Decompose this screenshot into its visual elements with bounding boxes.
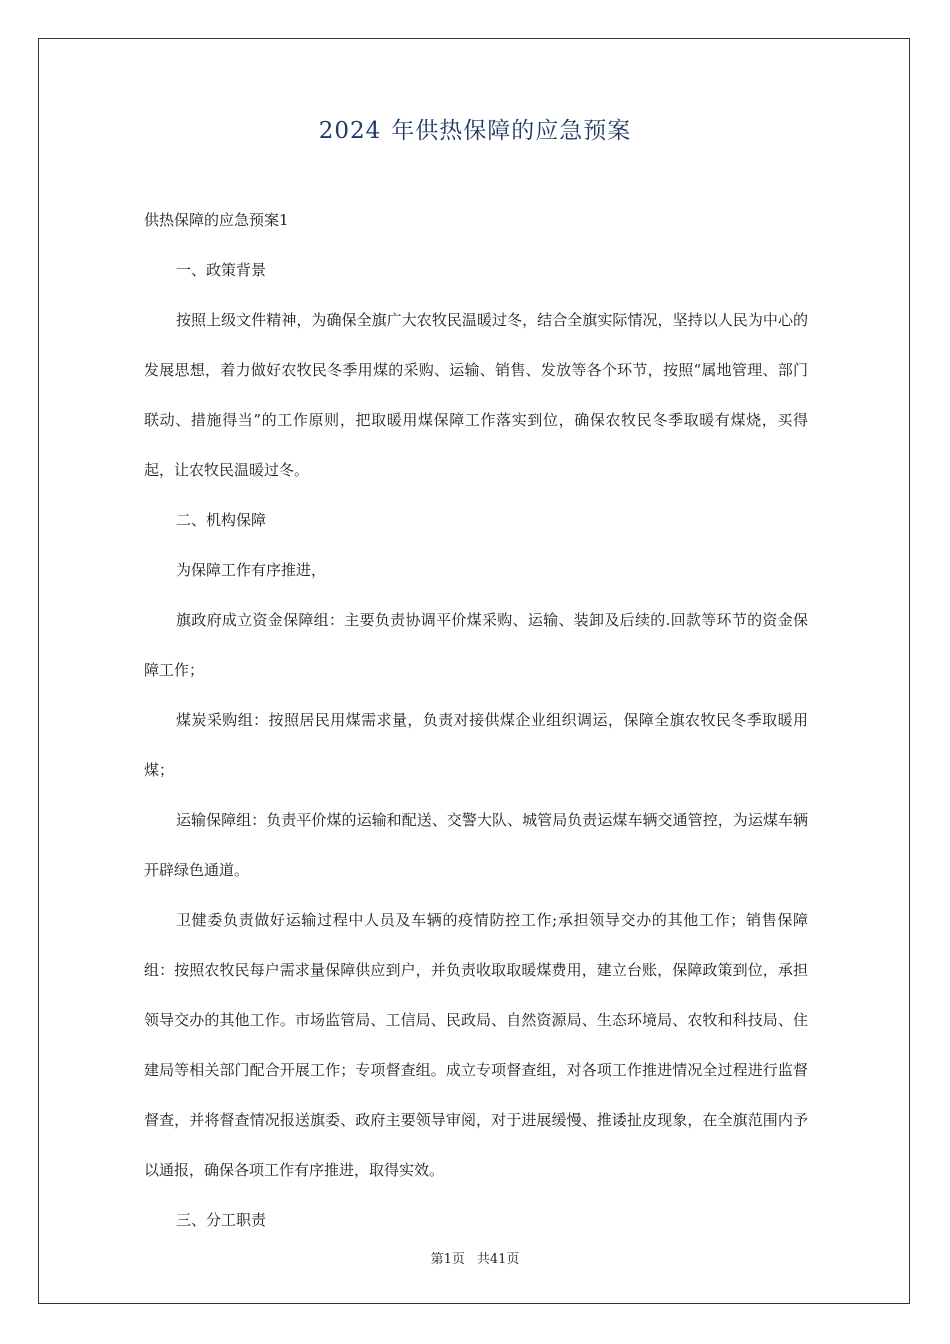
section-heading: 供热保障的应急预案1	[144, 211, 289, 229]
document-title	[0, 112, 950, 145]
body-paragraph: 煤炭采购组：按照居民用煤需求量，负责对接供煤企业组织调运，保障全旗农牧民冬季取暖用煤；	[144, 711, 808, 779]
subsection-heading: 一、政策背景	[176, 261, 267, 279]
body-paragraph: 为保障工作有序推进，	[176, 561, 327, 579]
body-paragraph: 按照上级文件精神，为确保全旗广大农牧民温暖过冬，结合全旗实际情况，坚持以人民为中心的发展思想，着力做好农牧民冬季用煤的采购、运输、销售、发放等各个环节，按照“属地管理、部门联动、措施得当”的工作原则，把取暖用煤保障工作落实到位，确保农牧民冬季取暖有煤烧，买得起，让农牧民温暖过冬。	[144, 311, 808, 479]
body-paragraph: 运输保障组：负责平价煤的运输和配送、交警大队、城管局负责运煤车辆交通管控，为运煤车辆开辟绿色通道。	[144, 811, 808, 879]
page-footer	[0, 1248, 950, 1267]
page-total: 共41页	[476, 1252, 520, 1267]
body-paragraph: 旗政府成立资金保障组：主要负责协调平价煤采购、运输、装卸及后续的.回款等环节的资金保障工作；	[144, 611, 808, 679]
subsection-heading: 二、机构保障	[176, 511, 267, 529]
title-text: 年供热保障的应急预案	[391, 118, 632, 144]
document-body	[144, 195, 808, 1245]
body-paragraph: 卫健委负责做好运输过程中人员及车辆的疫情防控工作;承担领导交办的其他工作；销售保障组：按照农牧民每户需求量保障供应到户，并负责收取取暖煤费用，建立台账，保障政策到位，承担领导交办的其他工作。市场监管局、工信局、民政局、自然资源局、生态环境局、农牧和科技局、住建局等相关部门配合开展工作；专项督查组。成立专项督查组，对各项工作推进情况全过程进行监督督查，并将督查情况报送旗委、政府主要领导审阅，对于进展缓慢、推诿扯皮现象，在全旗范围内予以通报，确保各项工作有序推进，取得实效。	[144, 911, 808, 1179]
subsection-heading: 三、分工职责	[176, 1211, 267, 1229]
page-number: 第1页	[430, 1252, 465, 1267]
title-year: 2024	[318, 118, 382, 144]
